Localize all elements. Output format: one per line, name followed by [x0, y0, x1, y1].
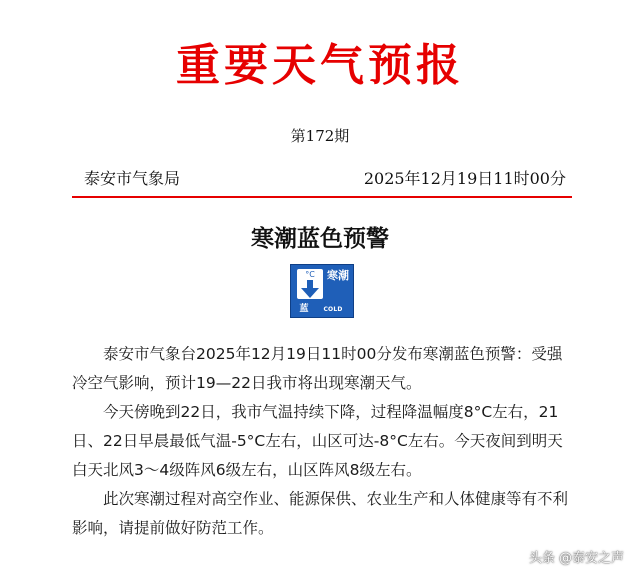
cold-wave-warning-badge: [290, 264, 354, 325]
down-arrow-icon: [300, 280, 320, 298]
thermometer-icon: [297, 269, 323, 299]
document-title: 寒潮蓝色预警: [251, 226, 389, 252]
header-divider: [72, 196, 572, 198]
badge-english-label: COLD WAVE: [322, 306, 344, 325]
paragraph: 泰安市气象台2025年12月19日11时00分发布寒潮蓝色预警：受强冷空气影响，预计19—22日我市将出现寒潮天气。: [72, 345, 563, 392]
badge-hazard-label: 寒潮: [327, 269, 349, 282]
paragraph: 此次寒潮过程对高空作业、能源保供、农业生产和人体健康等有不利影响，请提前做好防范工作。: [72, 490, 569, 537]
source-watermark: 头条 @泰安之声: [528, 551, 624, 566]
warning-body: [72, 340, 572, 543]
issue-number: 第172期: [290, 127, 350, 145]
masthead-title: 重要天气预报: [176, 40, 464, 91]
issuing-organization: 泰安市气象局: [84, 169, 181, 188]
paragraph: 今天傍晚到22日，我市气温持续下降，过程降温幅度8°C左右，21日、22日早晨最低气温-5°C左右，山区可达-8°C左右。今天夜间到明天白天北风3～4级阵风6级左右，山区阵风8级左右。: [72, 403, 563, 479]
issue-datetime: 2025年12月19日11时00分: [363, 169, 566, 188]
badge-level-label: 蓝: [299, 304, 309, 314]
badge-unit: °C: [305, 270, 315, 279]
